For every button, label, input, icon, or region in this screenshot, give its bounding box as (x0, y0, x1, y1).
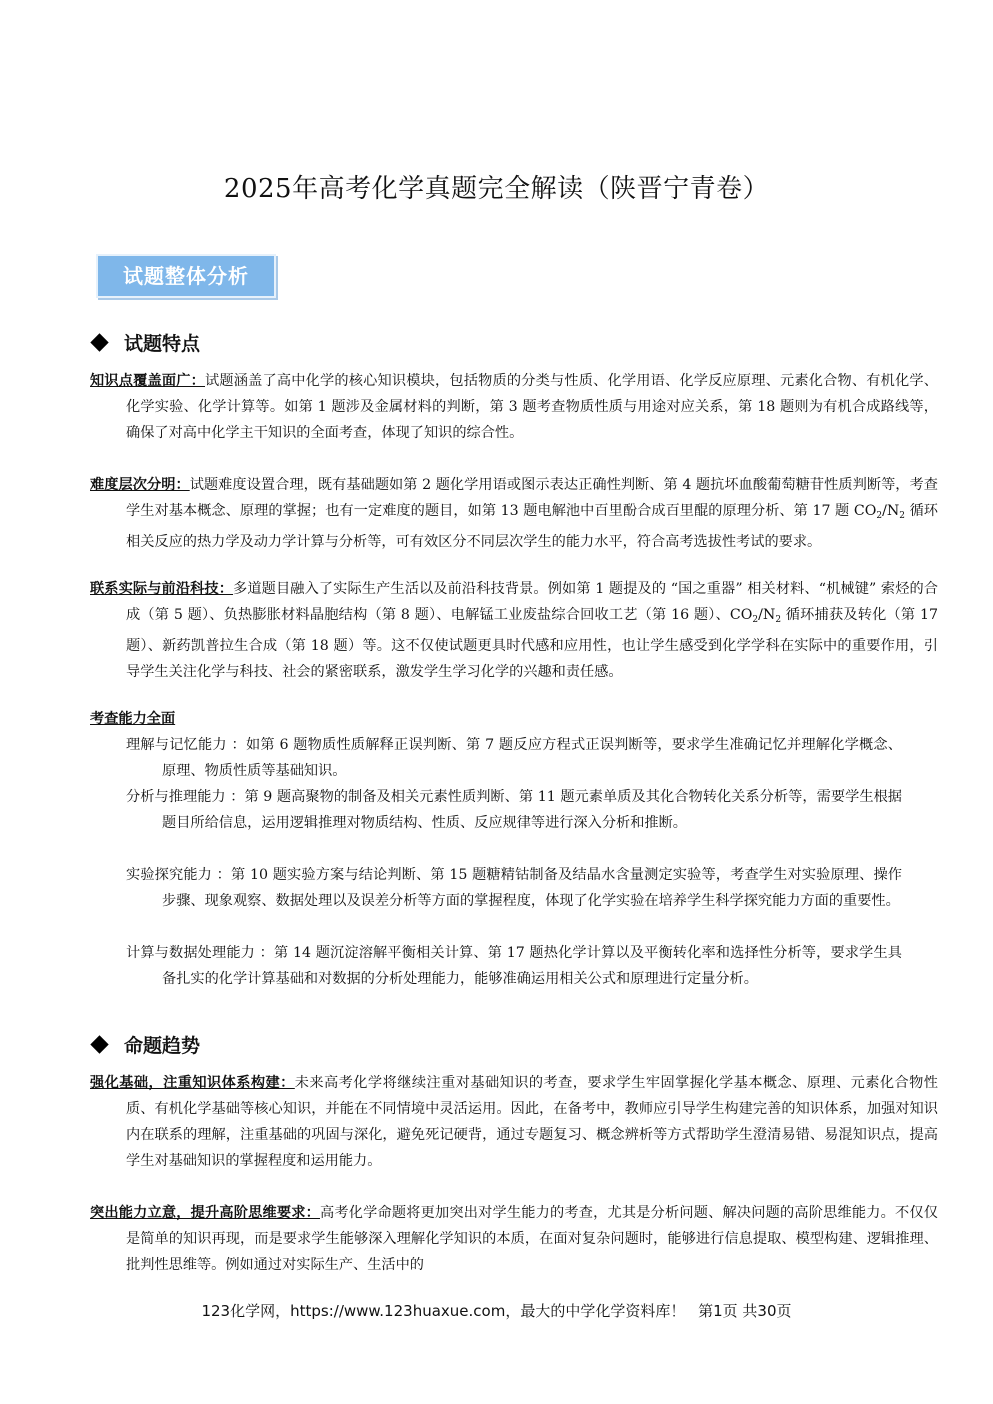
paragraph-foundation (90, 1070, 938, 1174)
ability-item-experiment: 实验探究能力 ：第 10 题实验方案与结论判断、第 15 题糖精钴制备及结晶水含量测定实验等，考查学生对实验原理、操作步骤、现象观察、数据处理以及误差分析等方面的掌握程度，体现了化学实验在培养学生科学探究能力方面的重要性。 (126, 867, 902, 909)
paragraph-ability-focus (90, 1200, 938, 1278)
section-banner: 试题整体分析 (96, 254, 276, 298)
paragraph-body: 试题难度设置合理，既有基础题如第 2 题化学用语或图示表达正确性判断、第 4 题抗坏血酸葡萄糖苷性质判断等，考查学生对基本概念、原理的掌握；也有一定难度的题目，如第 13 题电解池中百里酚合成百里醌的原理分析、第 17 题 CO (126, 477, 938, 519)
paragraph-body: 试题涵盖了高中化学的核心知识模块，包括物质的分类与性质、化学用语、化学反应原理、元素化合物、有机化学、化学实验、化学计算等。如第 1 题涉及金属材料的判断，第 3 题考查物质性质与用途对应关系，第 18 题则为有机合成路线等，确保了对高中化学主干知识的全面考查，体现了知识的综合性。 (126, 373, 938, 441)
paragraph-coverage (90, 368, 938, 446)
ability-item-analysis: 分析与推理能力 ：第 9 题高聚物的制备及相关元素性质判断、第 11 题元素单质及其化合物转化关系分析等，需要学生根据题目所给信息，运用逻辑推理对物质结构、性质、反应规律等进行深入分析和推断。 (126, 789, 902, 831)
ability-item-calculation: 计算与数据处理能力 ：第 14 题沉淀溶解平衡相关计算、第 17 题热化学计算以及平衡转化率和选择性分析等，要求学生具备扎实的化学计算基础和对数据的分析处理能力，能够准确运用相关公式和原理进行定量分析。 (126, 945, 902, 987)
paragraph-body: /N (758, 607, 776, 623)
paragraph-lead: 突出能力立意，提升高阶思维要求： (90, 1205, 321, 1221)
paragraph-lead: 联系实际与前沿科技： (90, 581, 234, 597)
paragraph-difficulty: 难度层次分明：试题难度设置合理，既有基础题如第 2 题化学用语或图示表达正确性判断、第 4 题抗坏血酸葡萄糖苷性质判断等，考查学生对基本概念、原理的掌握；也有一定难度的题目，如第 13 题电解池中百里酚合成百里醌的原理分析、第 17 题 $CO_2/N_2$ 循环相关反应的热力学及动力学计算与分析等，可有效区分不同层次学生的能力水平，符合高考选拔性考试的要求。 (90, 477, 938, 550)
paragraph-body: 循环相关反应的热力学及动力学计算与分析等，可有效区分不同层次学生的能力水平，符合高考选拔性考试的要求。 (126, 503, 938, 550)
section-heading-trends (93, 1031, 200, 1058)
paragraph-lead: 难度层次分明： (90, 477, 190, 493)
ability-item-memory: 理解与记忆能力 ：如第 6 题物质性质解释正误判断、第 7 题反应方程式正误判断等，要求学生准确记忆并理解化学概念、原理、物质性质等基础知识。 (126, 737, 902, 779)
paragraph-lead: 考查能力全面 (90, 711, 176, 727)
section-heading-text: 命题趋势 (124, 1035, 201, 1057)
footer-page-number: 第1页 共30页 (698, 1302, 792, 1320)
footer-site: 123化学网，https://www.123huaxue.com，最大的中学化学资料库！ (201, 1302, 686, 1320)
page-title: 2025年高考化学真题完全解读（陕晋宁青卷） (223, 174, 770, 204)
paragraph-practical: 联系实际与前沿科技：多道题目融入了实际生产生活以及前沿科技背景。例如第 1 题提及的 “国之重器” 相关材料、“机械键” 索烃的合成（第 5 题）、负热膨胀材料晶胞结构（第 8 题）、电解锰工业废盐综合回收工艺（第 16 题）、$CO_2/N_2$ 循环捕获及转化（第 17 题）、新药凯普拉生合成（第 18 题）等。这不仅使试题更具时代感和应用性，也让学生感受到化学学科在实际中的重要作用，引导学生关注化学与科技、社会的紧密联系，激发学生学习化学的兴趣和责任感。 (90, 581, 938, 680)
page-footer (0, 1300, 993, 1321)
paragraph-ability (90, 706, 902, 732)
paragraph-body: 多道题目融入了实际生产生活以及前沿科技背景。例如第 1 题提及的 “国之重器” 相关材料、“机械键” 索烃的合成（第 5 题）、负热膨胀材料晶胞结构（第 8 题）、电解锰工业废盐综合回收工艺（第 16 题）、CO (126, 581, 938, 623)
section-heading-features (93, 329, 200, 356)
paragraph-body: /N (882, 503, 900, 519)
paragraph-lead: 知识点覆盖面广： (90, 373, 206, 389)
diamond-bullet-icon (90, 333, 108, 351)
paragraph-body: 高考化学命题将更加突出对学生能力的考查，尤其是分析问题、解决问题的高阶思维能力。不仅仅是简单的知识再现，而是要求学生能够深入理解化学知识的本质，在面对复杂问题时，能够进行信息提取、模型构建、逻辑推理、批判性思维等。例如通过对实际生产、生活中的 (126, 1205, 938, 1273)
paragraph-lead: 强化基础，注重知识体系构建： (90, 1075, 295, 1091)
section-heading-text: 试题特点 (124, 333, 201, 355)
paragraph-body: 未来高考化学将继续注重对基础知识的考查，要求学生牢固掌握化学基本概念、原理、元素化合物性质、有机化学基础等核心知识，并能在不同情境中灵活运用。因此，在备考中，教师应引导学生构建完善的知识体系，加强对知识内在联系的理解，注重基础的巩固与深化，避免死记硬背，通过专题复习、概念辨析等方式帮助学生澄清易错、易混知识点，提高学生对基础知识的掌握程度和运用能力。 (126, 1075, 938, 1169)
paragraph-body: 循环捕获及转化（第 17 题）、新药凯普拉生合成（第 18 题）等。这不仅使试题更具时代感和应用性，也让学生感受到化学学科在实际中的重要作用，引导学生关注化学与科技、社会的紧密联系，激发学生学习化学的兴趣和责任感。 (126, 607, 938, 680)
diamond-bullet-icon (90, 1035, 108, 1053)
